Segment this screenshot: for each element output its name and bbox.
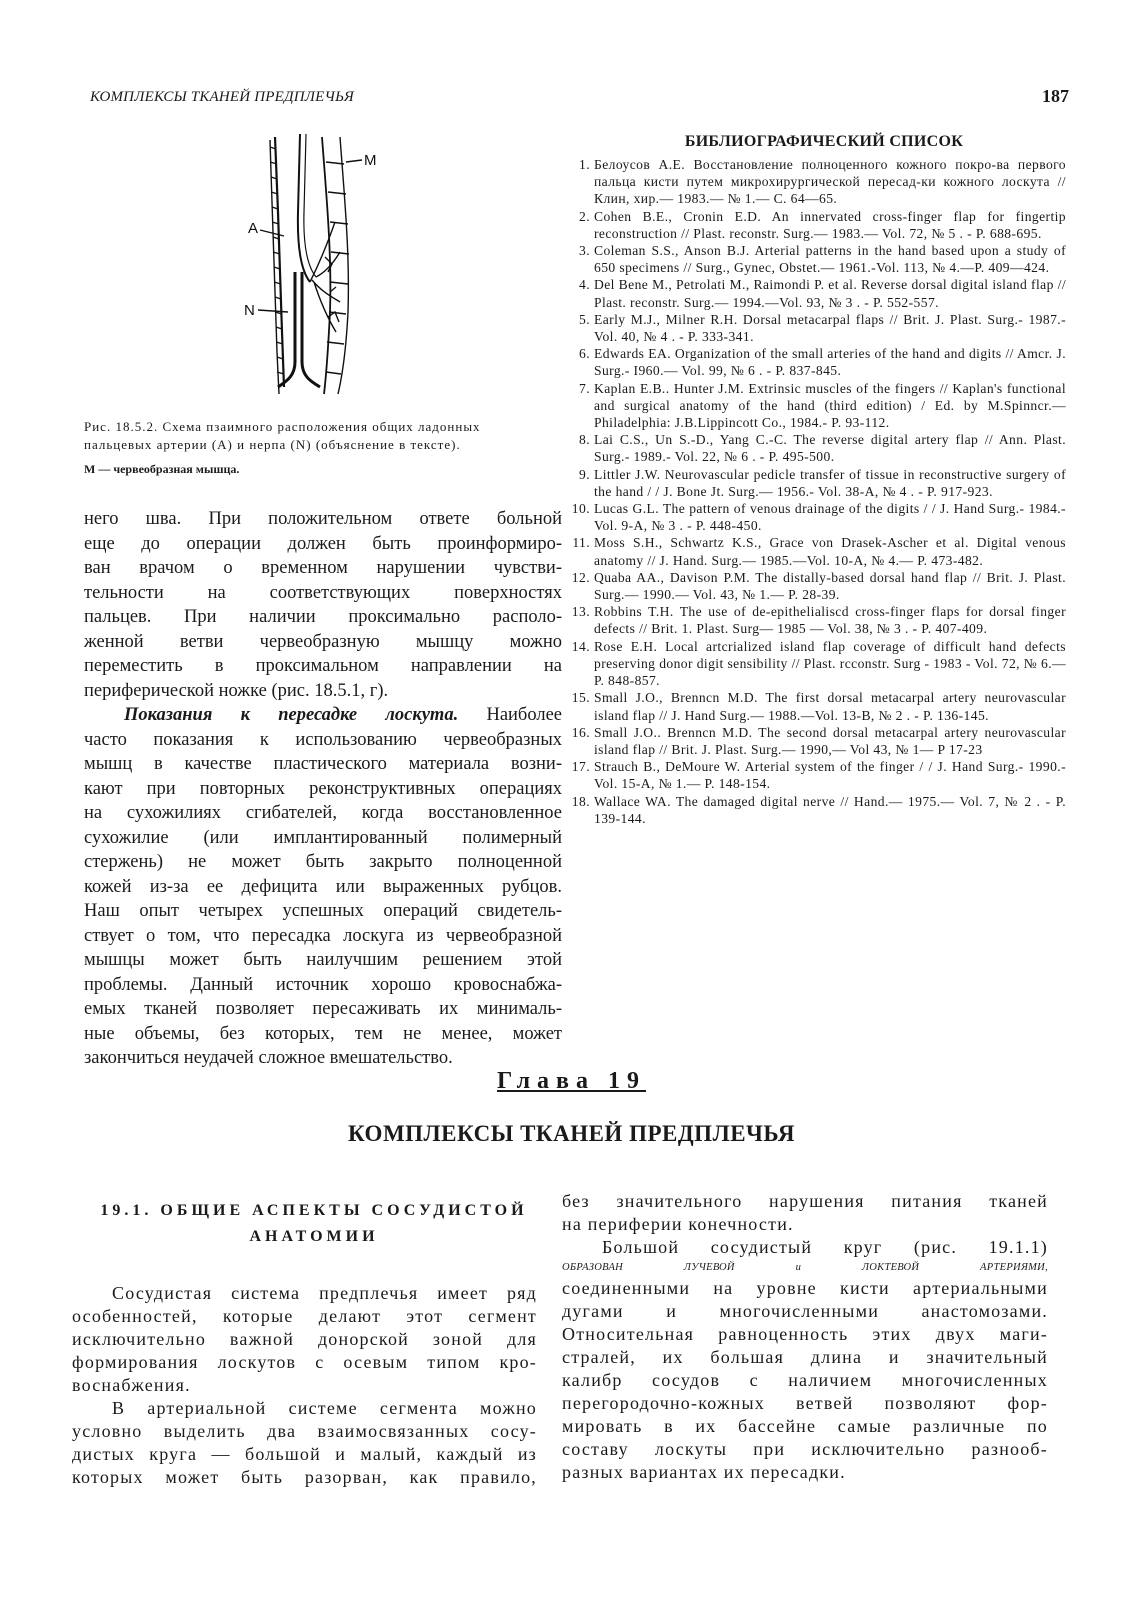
text-line: мышцы может быть наилучшим решением этой xyxy=(84,950,562,970)
text-line: на сухожилиях сгибателей, когда восстановленное xyxy=(84,803,562,823)
text-line: ствует о том, что пересадка лоскуга из червеобразной xyxy=(84,925,562,946)
bibliography-entry xyxy=(568,534,1066,568)
entry-number: 6. xyxy=(579,346,590,362)
chapter-title: КОМПЛЕКСЫ ТКАНЕЙ ПРЕДПЛЕЧЬЯ xyxy=(347,1121,796,1146)
entry-number: 8. xyxy=(579,432,590,448)
text-line: кожей из-за ее дефицита или выраженных рубцов. xyxy=(84,876,562,897)
section-title-line: АНАТОМИИ xyxy=(249,1228,379,1245)
bibliography-entry xyxy=(568,689,1066,723)
bibliography-entry xyxy=(568,431,1066,465)
section-right-text xyxy=(562,1190,1048,1484)
entry-text: Small J.O., Brenncn M.D. The first dorsal metacarpal artery neurovascular island flap // J. Hand Surg.— 1988.—Vol. 13-B, № 2 . - P. 136-145. xyxy=(594,690,1066,723)
bibliography-entry xyxy=(568,156,1066,208)
text-line: закончиться неудачей сложное вмешательство. xyxy=(84,1048,453,1068)
chapter-label xyxy=(0,1068,1143,1095)
text-line: исключительно важной донорской зоной для xyxy=(72,1329,537,1349)
text-line: мышц в качестве пластического материала возни- xyxy=(84,754,562,774)
text-line: периферической ножке (рис. 18.5.1, г). xyxy=(84,680,389,701)
entry-number: 2. xyxy=(579,208,590,224)
entry-number: 7. xyxy=(579,380,590,396)
text-line: составу лоскуты при исключительно разнооб- xyxy=(562,1439,1048,1459)
text-line: ные объемы, без которых, тем не менее, может xyxy=(84,1023,562,1044)
label-a: A xyxy=(248,220,259,237)
text-line: Относительная равноценность этих двух маги- xyxy=(562,1324,1048,1344)
running-head: КОМПЛЕКСЫ ТКАНЕЙ ПРЕДПЛЕЧЬЯ xyxy=(90,89,354,105)
entry-number: 13. xyxy=(571,604,590,620)
entry-text: Moss S.H., Schwartz K.S., Grace von Drasek-Ascher et al. Digital venous anatomy // J. Hand. Surg.— 1985.—Vol. 10-A, № 4.— P. 473-482. xyxy=(594,535,1066,568)
text-line: перегородочно-кожных ветвей позволяют фор- xyxy=(562,1393,1048,1413)
text-line: В артериальной системе сегмента можно xyxy=(112,1398,537,1418)
entry-text: Del Bene M., Petrolati M., Raimondi P. et al. Reverse dorsal digital island flap // Plast. reconstr. Surg.— 1994.—Vol. 93, № 3 . - P. 552-557. xyxy=(594,277,1066,310)
entry-text: Rose E.H. Local artcrialized island flap coverage of difficult hand defects preserving donor digit sensibility // Plast. rcconstr. Surg - 1983 - Vol. 72, № 6.— P. 848-857. xyxy=(594,638,1066,689)
text-line: часто показания к использованию червеобразных xyxy=(84,729,562,750)
text-line: проблемы. Данный источник хорошо кровоснабжа- xyxy=(84,974,562,995)
text-line: дистых круга — большой и малый, каждый из xyxy=(72,1444,537,1464)
entry-text: Coleman S.S., Anson B.J. Arterial patterns in the hand based upon a study of 650 specimens // Surg., Gynec, Obstet.— 1961.-Vol. 113, № 4.—P. 409—424. xyxy=(594,243,1066,276)
entry-number: 14. xyxy=(571,638,590,654)
text-line-heading xyxy=(84,703,562,728)
entry-number: 17. xyxy=(571,759,590,775)
bibliography-list xyxy=(568,156,1066,827)
anatomy-figure xyxy=(240,132,385,407)
figure-caption xyxy=(84,418,562,454)
text-line: особенностей, которые делают этот сегмент xyxy=(72,1306,537,1326)
entry-text: Белоусов А.Е. Восстановление полноценного кожного покро-ва первого пальца кисти путем микрохирургической пересад-ки кожного лоскута // Клин, хир.— 1983.— № 1.— С. 64—65. xyxy=(594,157,1066,207)
entry-number: 3. xyxy=(579,243,590,259)
text-line: условно выделить два взаимосвязанных сосу- xyxy=(72,1421,537,1441)
text-line: женной ветви червеобразную мышцу можно xyxy=(84,631,562,652)
entry-text: Robbins T.H. The use of de-epithelialiscd cross-finger flaps for dorsal finger defects // Brit. 1. Plast. Surg— 1985 — Vol. 38, № 3 . - P. 407-409. xyxy=(594,604,1066,637)
entry-number: 5. xyxy=(579,311,590,327)
caption-line: пальцевых артерии (А) и нерпа (N) (объяснение в тексте). xyxy=(84,437,461,452)
entry-number: 15. xyxy=(571,690,590,706)
bibliography-entry xyxy=(568,345,1066,379)
text-line: кают при повторных реконструктивных операциях xyxy=(84,778,562,799)
text-line: Сосудистая система предплечья имеет ряд xyxy=(112,1283,537,1303)
bibliography-entry xyxy=(568,208,1066,242)
section-title xyxy=(96,1198,532,1250)
bibliography-entry xyxy=(568,466,1066,500)
text-line: на периферии конечности. xyxy=(562,1214,794,1234)
text-line: переместить в проксимальном направлении на xyxy=(84,656,562,676)
text-line: сухожилие (или имплантированный полимерный xyxy=(84,827,562,848)
figure-legend: М — червеобразная мышца. xyxy=(84,462,240,476)
text-line: ОБРАЗОВАН ЛУЧЕВОЙ и ЛОКТЕВОЙ АРТЕРИЯМИ, xyxy=(562,1262,1048,1273)
bibliography-entry xyxy=(568,276,1066,310)
bibliography-entry xyxy=(568,724,1066,758)
text-line: стержень) не может быть закрыто полноценной xyxy=(84,852,562,872)
bibliography-entry xyxy=(568,638,1066,690)
text-line: без значительного нарушения питания тканей xyxy=(562,1191,1048,1211)
bibliography-entry xyxy=(568,569,1066,603)
bibliography-entry xyxy=(568,242,1066,276)
entry-number: 10. xyxy=(571,501,590,517)
entry-number: 12. xyxy=(571,569,590,585)
entry-text: Early M.J., Milner R.H. Dorsal metacarpal flaps // Brit. J. Plast. Surg.- 1987.- Vol. 40, № 4 . - P. 333-341. xyxy=(594,311,1066,345)
entry-number: 1. xyxy=(579,157,590,172)
bibliography-entry xyxy=(568,500,1066,534)
entry-text: Littler J.W. Neurovascular pedicle transfer of tissue in reconstructive surgery of the hand / / J. Bone Jt. Surg.— 1956.- Vol. 38-A, № 4 . - P. 917-923. xyxy=(594,466,1066,499)
text-line: соединенными на уровне кисти артериальными xyxy=(562,1278,1048,1298)
left-column-text xyxy=(84,507,562,1071)
section-title-line: 19.1. ОБЩИЕ АСПЕКТЫ СОСУДИСТОЙ xyxy=(100,1202,528,1219)
text-line: которых может быть разорван, как правило, xyxy=(72,1467,537,1487)
entry-text: Kaplan E.B.. Hunter J.M. Extrinsic muscles of the fingers // Kaplan's functional and surgical anatomy of the hand (third edition) / Ed. by M.Spinncr.— Philadelphia: J.B.Lippincott Co., 1984.- P. 93-112. xyxy=(594,380,1066,431)
page-number: 187 xyxy=(1042,86,1069,106)
text-line: тельности на соответствующих поверхностях xyxy=(84,582,562,603)
entry-text: Cohen B.E., Cronin E.D. An innervated cross-finger flap for fingertip reconstruction // Plast. reconstr. Surg.— 1983.— Vol. 72, № 5 . - P. 688-695. xyxy=(594,208,1066,241)
text-line: калибр сосудов с наличием многочисленных xyxy=(562,1370,1048,1390)
text-line: пальцев. При наличии проксимально располо- xyxy=(84,607,562,627)
entry-number: 18. xyxy=(571,793,590,809)
entry-text: Wallace WA. The damaged digital nerve // Hand.— 1975.— Vol. 7, № 2 . - P. 139-144. xyxy=(594,793,1066,826)
entry-number: 11. xyxy=(572,535,590,551)
text-line: дугами и многочисленными анастомозами. xyxy=(562,1301,1048,1321)
bibliography-entry xyxy=(568,758,1066,792)
chapter-label-text: Глава 19 xyxy=(497,1068,646,1094)
text-line: воснабжения. xyxy=(72,1375,191,1395)
text-line: еще до операции должен быть проинформиро- xyxy=(84,533,562,554)
entry-number: 4. xyxy=(579,277,590,293)
entry-text: Quaba AA., Davison P.M. The distally-based dorsal hand flap // Brit. J. Plast. Surg.— 1990.— Vol. 43, № 1.— P. 28-39. xyxy=(594,569,1066,603)
text-line: мировать в их бассейне самые различные по xyxy=(562,1416,1048,1436)
text-line: него шва. При положительном ответе больной xyxy=(84,509,562,529)
bibliography-entry xyxy=(568,380,1066,432)
text-line: емых тканей позволяет пересаживать их минималь- xyxy=(84,999,562,1019)
entry-text: Lucas G.L. The pattern of venous drainage of the digits / / J. Hand Surg.- 1984.- Vol. 9-A, № 3 . - P. 448-450. xyxy=(594,501,1066,534)
section-left-text xyxy=(72,1282,537,1489)
text-line: Наш опыт четырех успешных операций свидетель- xyxy=(84,901,562,921)
subheading: Показания к пересадке лоскута. xyxy=(124,705,459,725)
label-n: N xyxy=(244,302,255,319)
entry-text: Strauch B., DeMoure W. Arterial system of the finger / / J. Hand Surg.- 1990.- Vol. 15-A, № 1.— P. 148-154. xyxy=(594,759,1066,792)
bibliography-entry xyxy=(568,793,1066,827)
entry-number: 16. xyxy=(571,724,590,740)
entry-text: Edwards EA. Organization of the small arteries of the hand and digits // Amcr. J. Surg.- I960.— Vol. 99, № 6 . - P. 837-845. xyxy=(594,346,1066,379)
bibliography-entry xyxy=(568,311,1066,345)
entry-text: Lai C.S., Un S.-D., Yang C.-C. The reverse digital artery flap // Ann. Plast. Surg.- 1989.- Vol. 22, № 6 . - P. 495-500. xyxy=(594,432,1066,465)
text-fragment: Наиболее xyxy=(486,705,562,725)
text-line: Большой сосудистый круг (рис. 19.1.1) xyxy=(602,1237,1048,1257)
text-line: разных вариантах их пересадки. xyxy=(562,1462,846,1482)
text-line: ван врачом о временном нарушении чувстви- xyxy=(84,558,562,578)
entry-text: Small J.O.. Brenncn M.D. The second dorsal metacarpal artery neurovascular island flap // Brit. J. Plast. Surg.— 1990,— Vol 43, № 1— P 17-23 xyxy=(594,724,1066,757)
bibliography-entry xyxy=(568,603,1066,637)
caption-line: Рис. 18.5.2. Схема пзаимного расположения общих ладонных xyxy=(84,419,481,434)
text-line: формирования лоскутов с осевым типом кро- xyxy=(72,1352,537,1372)
entry-number: 9. xyxy=(579,466,590,482)
bibliography-title: БИБЛИОГРАФИЧЕСКИЙ СПИСОК xyxy=(684,133,964,150)
label-m: M xyxy=(364,152,377,169)
text-line: стралей, их большая длина и значительный xyxy=(562,1347,1048,1367)
